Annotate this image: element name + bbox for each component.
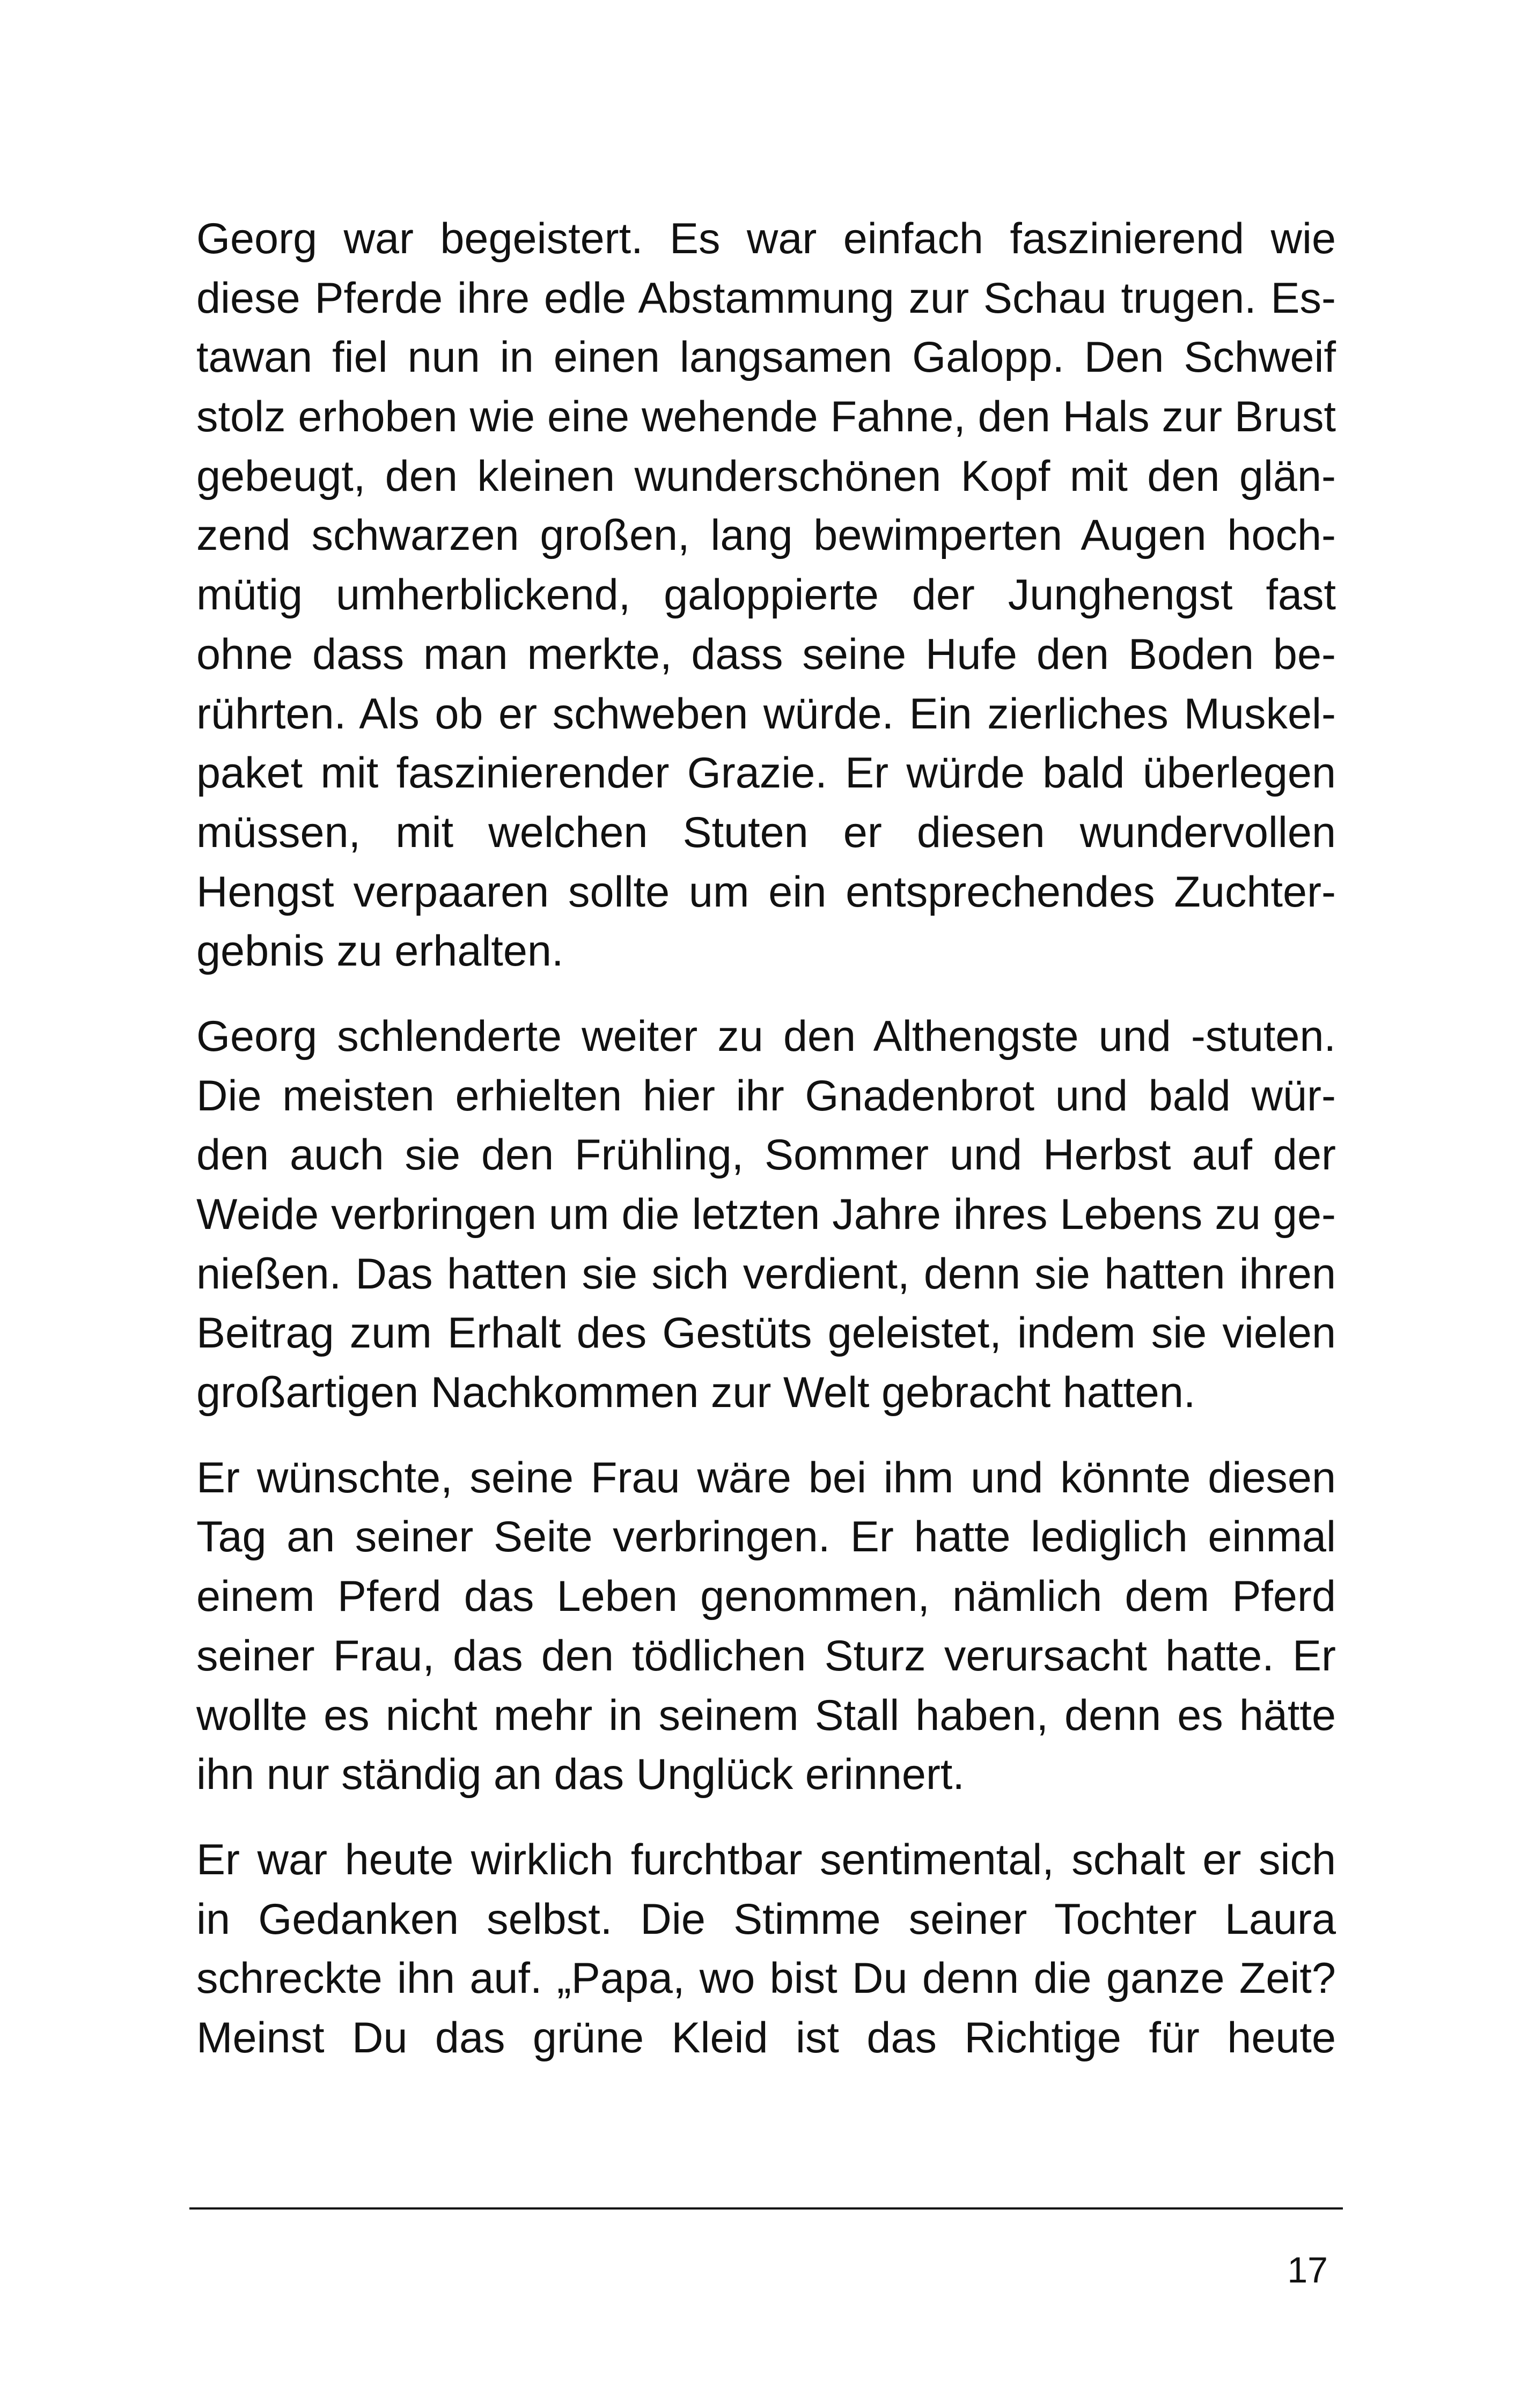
paragraph [196,209,1336,981]
text-line: paket mit faszinierender Grazie. Er würde bald überlegen [196,749,1336,798]
text-line: den auch sie den Frühling, Sommer und Herbst auf der [196,1131,1336,1180]
text-line: seiner Frau, das den tödlichen Sturz verursacht hatte. Er [196,1631,1336,1680]
text-line: nießen. Das hatten sie sich verdient, denn sie hatten ihren [196,1249,1336,1298]
text-line: Er war heute wirklich furchtbar sentimental, schalt er sich [196,1835,1336,1884]
text-line: müssen, mit welchen Stuten er diesen wundervollen [196,808,1336,857]
text-line: Die meisten erhielten hier ihr Gnadenbrot und bald wür- [196,1071,1336,1120]
paragraph [196,1448,1336,1805]
text-line: zend schwarzen großen, lang bewimperten Augen hoch- [196,511,1336,560]
footer-divider [189,2207,1343,2210]
text-line: gebnis zu erhalten. [196,927,564,976]
text-line: Georg schlenderte weiter zu den Althengste und -stuten. [196,1012,1336,1061]
text-line: tawan fiel nun in einen langsamen Galopp. Den Schweif [196,333,1336,382]
text-line: Meinst Du das grüne Kleid ist das Richtige für heute [196,2013,1336,2062]
text-line: in Gedanken selbst. Die Stimme seiner Tochter Laura [196,1895,1336,1943]
text-line: gebeugt, den kleinen wunderschönen Kopf mit den glän- [196,452,1336,500]
text-line: rührten. Als ob er schweben würde. Ein zierliches Muskel- [196,689,1336,738]
text-line: großartigen Nachkommen zur Welt gebracht hatten. [196,1368,1196,1417]
text-line: einem Pferd das Leben genommen, nämlich dem Pferd [196,1572,1336,1621]
text-line: mütig umherblickend, galoppierte der Junghengst fast [196,571,1336,620]
text-line: Hengst verpaaren sollte um ein entsprechendes Zuchter- [196,867,1336,916]
text-line: Weide verbringen um die letzten Jahre ihres Lebens zu ge- [196,1190,1336,1239]
text-line: ohne dass man merkte, dass seine Hufe den Boden be- [196,630,1336,679]
text-line: Tag an seiner Seite verbringen. Er hatte lediglich einmal [196,1513,1336,1562]
text-line: Er wünschte, seine Frau wäre bei ihm und könnte diesen [196,1453,1336,1502]
text-line: ihn nur ständig an das Unglück erinnert. [196,1750,965,1799]
page-number: 17 [1287,2250,1328,2291]
text-line: schreckte ihn auf. „Papa, wo bist Du denn die ganze Zeit? [196,1954,1336,2003]
paragraph [196,1830,1336,2068]
text-line: diese Pferde ihre edle Abstammung zur Schau trugen. Es- [196,274,1336,322]
text-line: wollte es nicht mehr in seinem Stall haben, denn es hätte [196,1691,1336,1740]
paragraph [196,1007,1336,1423]
text-line: stolz erhoben wie eine wehende Fahne, den Hals zur Brust [196,393,1336,441]
text-line: Georg war begeistert. Es war einfach faszinierend wie [196,215,1336,263]
text-line: Beitrag zum Erhalt des Gestüts geleistet, indem sie vielen [196,1309,1336,1358]
page-body-text [196,209,1336,2094]
